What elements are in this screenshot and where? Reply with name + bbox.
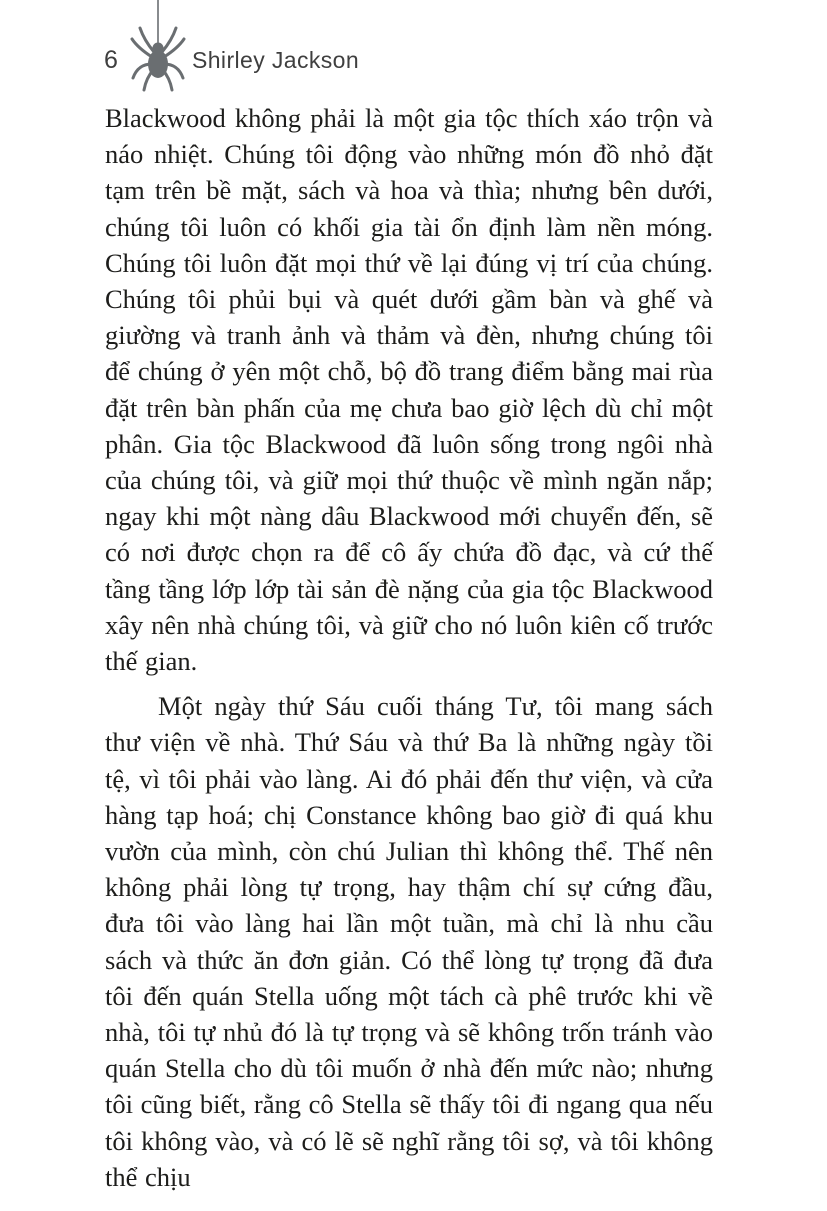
running-header: [0, 0, 827, 100]
page-number: 6: [104, 46, 119, 74]
spider-thread-icon: [127, 0, 189, 96]
running-header-author: Shirley Jackson: [192, 47, 360, 73]
page-text-block: [105, 100, 713, 1195]
paragraph-continued: Blackwood không phải là một gia tộc thích xáo trộn và náo nhiệt. Chúng tôi động vào những món đồ nhỏ đặt tạm trên bề mặt, sách và hoa và thìa; nhưng bên dưới, chúng tôi luôn có khối gia tài ổn định làm nền móng. Chúng tôi luôn đặt mọi thứ về lại đúng vị trí của chúng. Chúng tôi phủi bụi và quét dưới gầm bàn và ghế và giường và tranh ảnh và thảm và đèn, nhưng chúng tôi để chúng ở yên một chỗ, bộ đồ trang điểm bằng mai rùa đặt trên bàn phấn của mẹ chưa bao giờ lệch dù chỉ một phân. Gia tộc Blackwood đã luôn sống trong ngôi nhà của chúng tôi, và giữ mọi thứ thuộc về mình ngăn nắp; ngay khi một nàng dâu Blackwood mới chuyển đến, sẽ có nơi được chọn ra để cô ấy chứa đồ đạc, và cứ thế tầng tầng lớp lớp tài sản đè nặng của gia tộc Blackwood xây nên nhà chúng tôi, và giữ cho nó luôn kiên cố trước thế gian.: [105, 103, 713, 677]
paragraph-new: Một ngày thứ Sáu cuối tháng Tư, tôi mang sách thư viện về nhà. Thứ Sáu và thứ Ba là những ngày tồi tệ, vì tôi phải vào làng. Ai đó phải đến thư viện, và cửa hàng tạp hoá; chị Constance không bao giờ đi quá khu vườn của mình, còn chú Julian thì không thể. Thế nên không phải lòng tự trọng, hay thậm chí sự cứng đầu, đưa tôi vào làng hai lần một tuần, mà chỉ là nhu cầu sách và thức ăn đơn giản. Có thể lòng tự trọng đã đưa tôi đến quán Stella uống một tách cà phê trước khi về nhà, tôi tự nhủ đó là tự trọng và sẽ không trốn tránh vào quán Stella cho dù tôi muốn ở nhà đến mức nào; nhưng tôi cũng biết, rằng cô Stella sẽ thấy tôi đi ngang qua nếu tôi không vào, và có lẽ sẽ nghĩ rằng tôi sợ, và tôi không thể chịu: [105, 691, 713, 1192]
